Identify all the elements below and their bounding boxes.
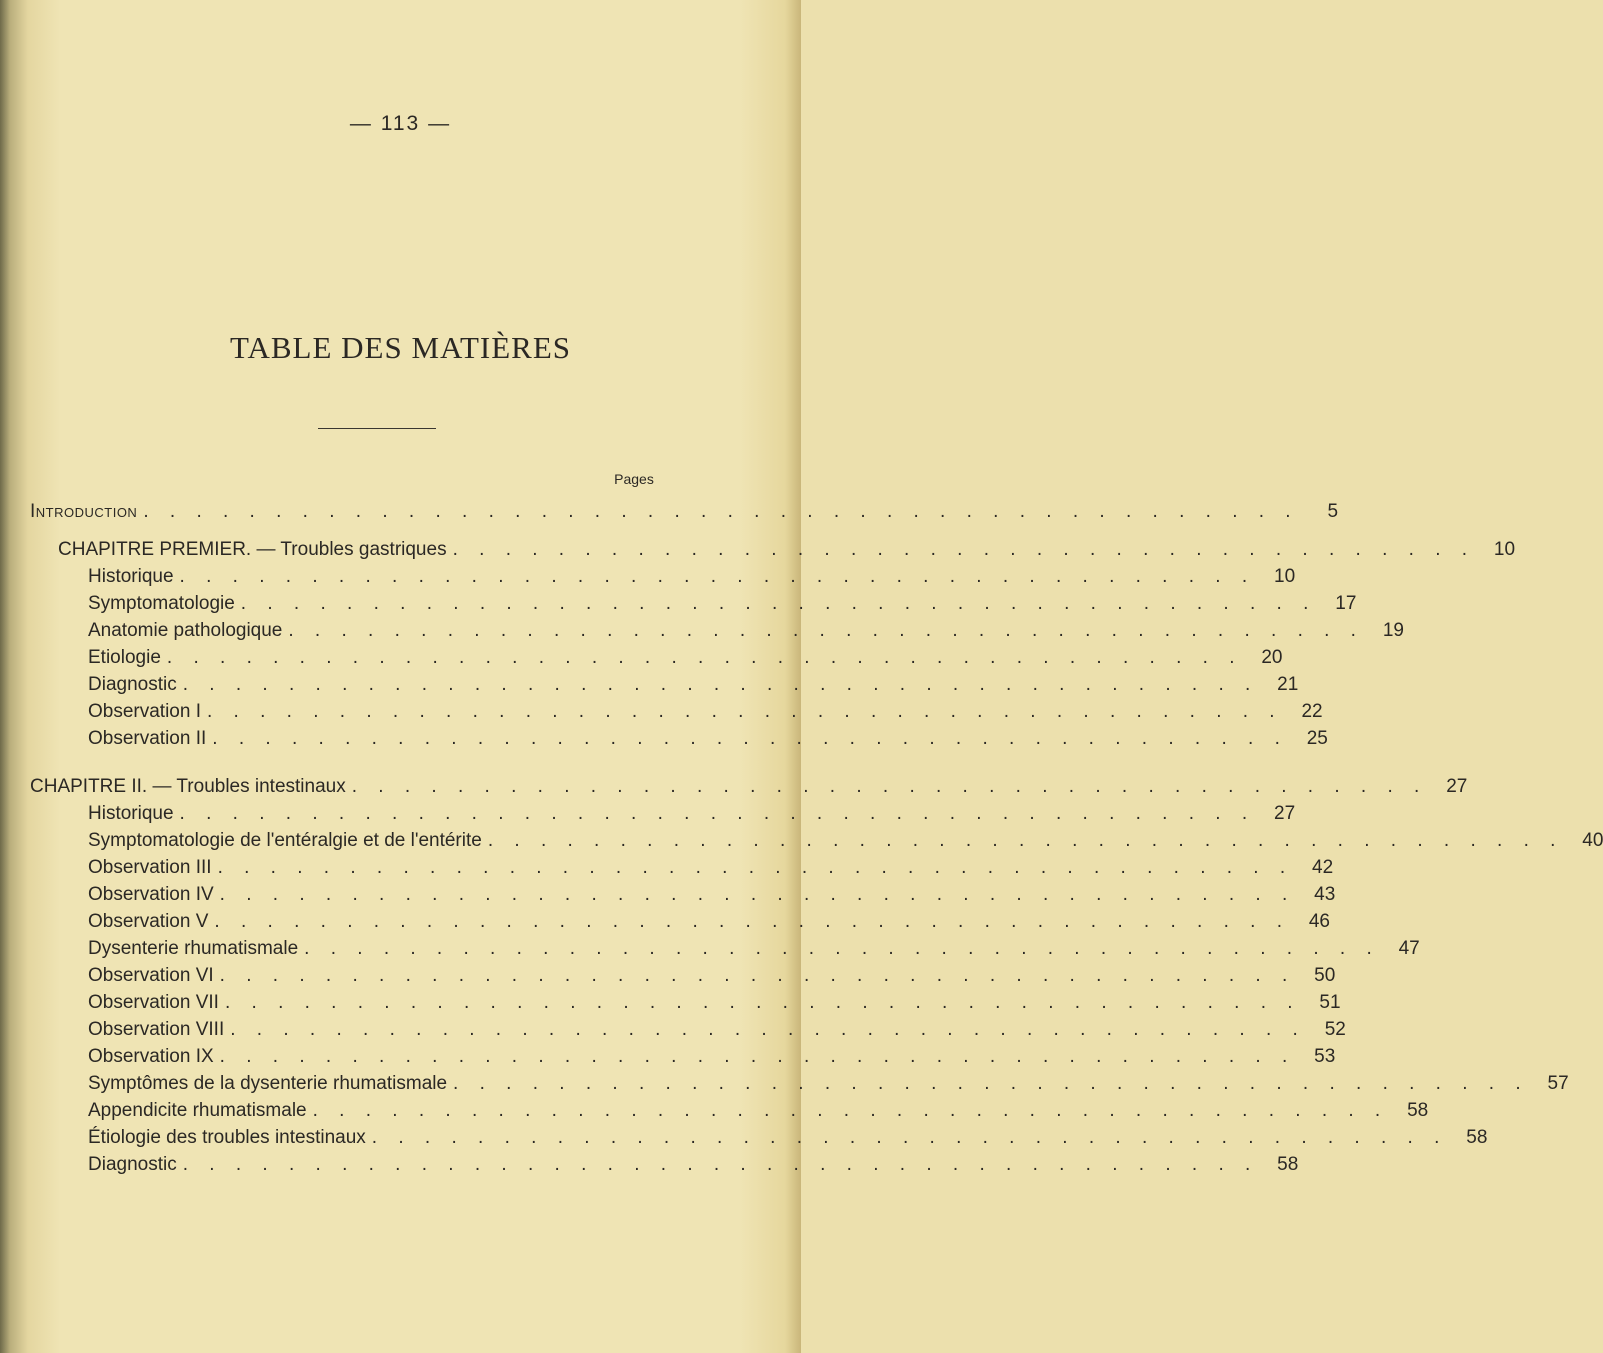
dot-leader: . . . . . . . . . . . . . . . . . . . . . . . . . . . . . . . . . . . . . . . . . (219, 884, 1296, 905)
toc-entry-title: Appendicite rhumatismale (88, 1100, 307, 1121)
toc-entry-page: 5 (1327, 501, 1339, 522)
toc-entry-page: 52 (1324, 1019, 1346, 1040)
dot-leader: . . . . . . . . . . . . . . . . . . . . . . . . . . . . . . . . . . . . . . . . . (219, 965, 1296, 986)
toc-entry (30, 498, 1339, 526)
dot-leader: . . . . . . . . . . . . . . . . . . . . . . . . . . . . . . . . . . . . . . . (452, 539, 1476, 560)
toc-entry-title: Observation IV (88, 884, 214, 905)
toc-entry-title: Diagnostic (88, 1154, 177, 1175)
toc-entry (88, 989, 1341, 1017)
page-number: — 113 — (349, 112, 452, 135)
toc-entry-title: Diagnostic (88, 674, 177, 695)
toc-entry-title: Observation V (88, 911, 209, 932)
dot-leader: . . . . . . . . . . . . . . . . . . . . . . . . . . . . . . . . . . . . . . . . . (182, 674, 1259, 695)
toc-entry-page: 50 (1314, 965, 1336, 986)
dot-leader: . . . . . . . . . . . . . . . . . . . . . . . . . . . . . . . . . . . . . . . . . (240, 593, 1317, 614)
pages-column-header: Pages (614, 471, 654, 487)
toc-entry-page: 17 (1335, 593, 1357, 614)
dot-leader: . . . . . . . . . . . . . . . . . . . . . . . . . . . . . . . . . . . . . . . . . (224, 992, 1301, 1013)
toc-entry-page: 21 (1277, 674, 1299, 695)
toc-entry (88, 590, 1357, 618)
toc-entry-page: 57 (1547, 1073, 1569, 1094)
toc-entry-page: 27 (1446, 776, 1468, 797)
dot-leader: . . . . . . . . . . . . . . . . . . . . . . . . . . . . . . . . . . . . . . . . . (166, 647, 1243, 668)
toc-entry-title: Dysenterie rhumatismale (88, 938, 299, 959)
toc-entry-title: CHAPITRE II. — Troubles intestinaux (30, 776, 346, 797)
toc-entry-title: Observation I (88, 701, 201, 722)
toc-entry-page: 51 (1319, 992, 1341, 1013)
toc-entry-title: Observation II (88, 728, 207, 749)
toc-entry-title: Symptomatologie de l'entéralgie et de l'entérite (88, 830, 482, 851)
toc-entry-title: Historique (88, 803, 174, 824)
toc-entry-title: Etiologie (88, 647, 161, 668)
toc-entry-title: Observation VIII (88, 1019, 225, 1040)
toc-entry-page: 43 (1314, 884, 1336, 905)
dot-leader: . . . . . . . . . . . . . . . . . . . . . . . . . . . . . . . . . . . . . . . . . (288, 620, 1364, 641)
toc-entry-page: 58 (1466, 1127, 1488, 1148)
dot-leader: . . . . . . . . . . . . . . . . . . . . . . . . . . . . . . . . . . . . . . . . . . . . (143, 501, 1299, 522)
toc-entry-title: Observation VII (88, 992, 219, 1013)
toc-entry (88, 1124, 1488, 1152)
toc-entry-title: Introduction (30, 501, 138, 522)
toc-entry-title: CHAPITRE PREMIER. — Troubles gastriques (58, 539, 447, 560)
toc-entry (88, 881, 1336, 909)
dot-leader: . . . . . . . . . . . . . . . . . . . . . . . . . . . . . . . . . . . . . . . . . (312, 1100, 1389, 1121)
dot-leader: . . . . . . . . . . . . . . . . . . . . . . . . . . . . . . . . . . . . . . . . . (219, 1046, 1296, 1067)
toc-entry (88, 1016, 1346, 1044)
toc-entry-title: Historique (88, 566, 174, 587)
toc-entry-title: Symptômes de la dysenterie rhumatismale (88, 1073, 448, 1094)
toc-entry-page: 42 (1312, 857, 1334, 878)
toc-entry-page: 25 (1306, 728, 1328, 749)
toc-entry-title: Observation III (88, 857, 212, 878)
dot-leader: . . . . . . . . . . . . . . . . . . . . . . . . . . . . . . . . . . . . . . . . . (304, 938, 1380, 959)
toc-entry (88, 725, 1328, 753)
toc-entry-page: 46 (1308, 911, 1330, 932)
toc-entry-page: 20 (1261, 647, 1283, 668)
dot-leader: . . . . . . . . . . . . . . . . . . . . . . . . . . . . . . . . . . . . . . . . . (371, 1127, 1448, 1148)
toc-entry (88, 1043, 1336, 1071)
toc-entry (88, 962, 1336, 990)
toc-entry (88, 827, 1603, 855)
dot-leader: . . . . . . . . . . . . . . . . . . . . . . . . . . . . . . . . . . . . . . . . . (179, 566, 1256, 587)
dot-leader: . . . . . . . . . . . . . . . . . . . . . . . . . . . . . . . . . . . . . . . . . (453, 1073, 1529, 1094)
toc-entry (88, 698, 1323, 726)
dot-leader: . . . . . . . . . . . . . . . . . . . . . . . . . . . . . . . . . . . . . . . . . (182, 1154, 1259, 1175)
toc-entry-page: 10 (1493, 539, 1516, 560)
page-title: TABLE DES MATIÈRES (229, 330, 572, 365)
dot-leader: . . . . . . . . . . . . . . . . . . . . . . . . . . . . . . . . . . . . . . . . . (212, 728, 1288, 749)
toc-entry (88, 800, 1296, 828)
toc-entry-page: 10 (1274, 566, 1296, 587)
dot-leader: . . . . . . . . . . . . . . . . . . . . . . . . . . . . . . . . . . . . . . . . . (351, 776, 1428, 797)
toc-entry (88, 935, 1420, 963)
toc-entry-title: Étiologie des troubles intestinaux (88, 1127, 366, 1148)
toc-entry-page: 22 (1301, 701, 1323, 722)
toc-entry (88, 854, 1334, 882)
toc-entry-title: Symptomatologie (88, 593, 235, 614)
toc-entry-page: 40 (1582, 830, 1603, 851)
toc-entry (88, 563, 1296, 591)
toc-entry-page: 58 (1407, 1100, 1429, 1121)
dot-leader: . . . . . . . . . . . . . . . . . . . . . . . . . . . . . . . . . . . . . . . . . (487, 830, 1564, 851)
toc-entry (88, 1151, 1299, 1179)
toc-entry-page: 47 (1398, 938, 1420, 959)
toc-entry-page: 27 (1274, 803, 1296, 824)
toc-chapter (58, 536, 1516, 564)
toc-entry (88, 617, 1404, 645)
toc-entry-page: 53 (1314, 1046, 1336, 1067)
toc-entry (88, 671, 1299, 699)
toc-entry-page: 19 (1382, 620, 1404, 641)
toc-entry-page: 58 (1277, 1154, 1299, 1175)
toc-entry (88, 1097, 1429, 1125)
toc-entry-title: Anatomie pathologique (88, 620, 283, 641)
title-divider (318, 428, 436, 429)
toc-chapter (30, 773, 1468, 801)
toc-entry (88, 644, 1283, 672)
dot-leader: . . . . . . . . . . . . . . . . . . . . . . . . . . . . . . . . . . . . . . . . . (217, 857, 1294, 878)
toc-entry-title: Observation VI (88, 965, 214, 986)
dot-leader: . . . . . . . . . . . . . . . . . . . . . . . . . . . . . . . . . . . . . . . . . (207, 701, 1283, 722)
toc-entry-title: Observation IX (88, 1046, 214, 1067)
dot-leader: . . . . . . . . . . . . . . . . . . . . . . . . . . . . . . . . . . . . . . . . . (214, 911, 1290, 932)
toc-entry (88, 908, 1330, 936)
toc-entry (88, 1070, 1569, 1098)
dot-leader: . . . . . . . . . . . . . . . . . . . . . . . . . . . . . . . . . . . . . . . . . (230, 1019, 1306, 1040)
dot-leader: . . . . . . . . . . . . . . . . . . . . . . . . . . . . . . . . . . . . . . . . . (179, 803, 1256, 824)
